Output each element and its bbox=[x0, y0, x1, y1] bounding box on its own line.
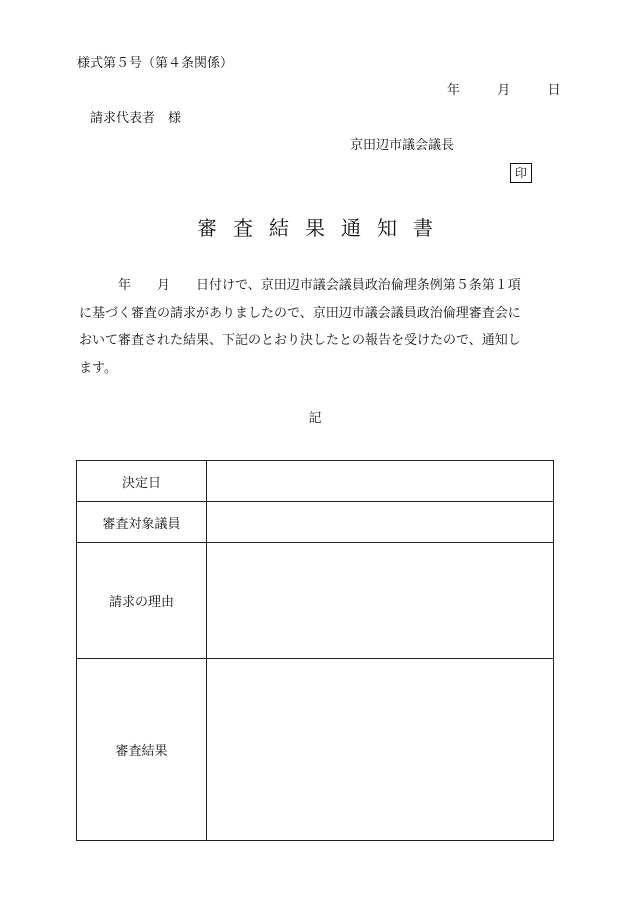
body-line: 年 月 日付けで、京田辺市議会議員政治倫理条例第５条第１項 bbox=[79, 278, 521, 293]
sender-title: 京田辺市議会議長 bbox=[350, 138, 455, 153]
seal-mark: 印 bbox=[510, 163, 532, 183]
table-row bbox=[77, 502, 554, 543]
body-line: ます。 bbox=[79, 360, 117, 376]
table-row bbox=[77, 461, 554, 502]
body-text bbox=[79, 272, 559, 382]
row-label: 審査結果 bbox=[77, 659, 207, 841]
table-row bbox=[77, 659, 554, 841]
body-line: おいて審査された結果、下記のとおり決したとの報告を受けたので、通知し bbox=[79, 333, 521, 349]
row-value bbox=[207, 502, 554, 543]
table-row bbox=[77, 543, 554, 659]
document-title: 審査結果通知書 bbox=[197, 216, 449, 240]
row-label: 請求の理由 bbox=[77, 543, 207, 659]
ki-heading: 記 bbox=[308, 411, 322, 426]
row-value bbox=[207, 543, 554, 659]
date-day: 日 bbox=[547, 83, 561, 98]
row-value bbox=[207, 461, 554, 502]
date-line bbox=[447, 83, 561, 99]
date-year: 年 bbox=[447, 83, 461, 98]
row-label: 審査対象議員 bbox=[77, 502, 207, 543]
row-label: 決定日 bbox=[77, 461, 207, 502]
form-number: 様式第５号（第４条関係） bbox=[77, 56, 234, 71]
addressee: 請求代表者 様 bbox=[90, 111, 182, 126]
result-table bbox=[76, 460, 554, 841]
date-month: 月 bbox=[497, 83, 511, 98]
body-line: に基づく審査の請求がありましたので、京田辺市議会議員政治倫理審査会に bbox=[79, 305, 521, 321]
row-value bbox=[207, 659, 554, 841]
